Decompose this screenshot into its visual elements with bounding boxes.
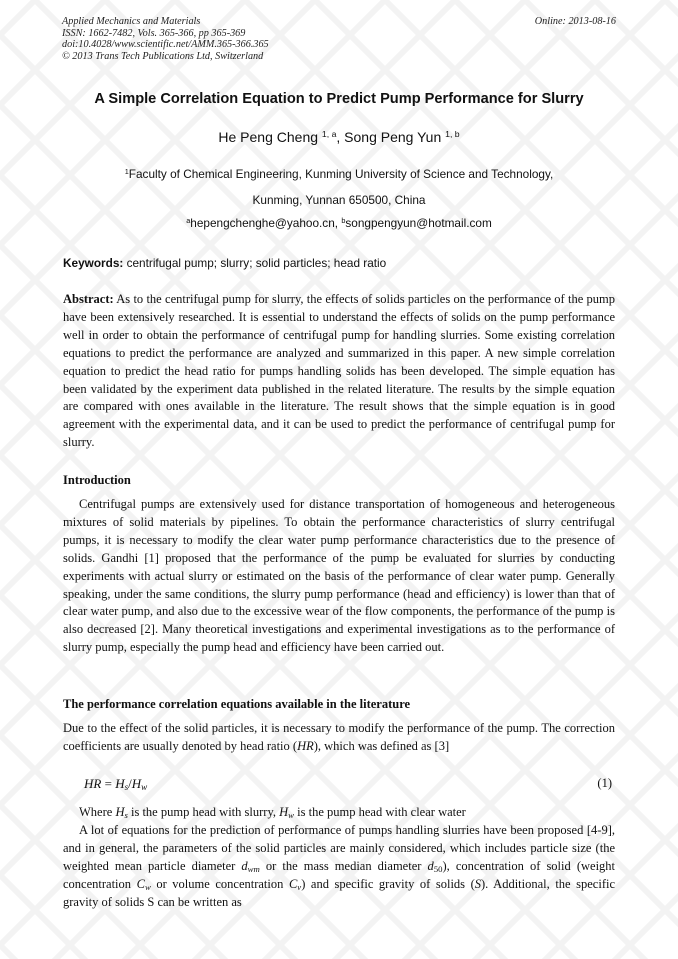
- email-a[interactable]: hepengchenghe@yahoo.cn: [190, 216, 335, 230]
- where-clause: Where $H_s$ is the pump head with slurry, $H_w$ is the pump head with clear water: [79, 805, 466, 820]
- copyright-line: © 2013 Trans Tech Publications Ltd, Switzerland: [62, 50, 264, 62]
- issn-line: ISSN: 1662-7482, Vols. 365-366, pp 365-369: [62, 27, 246, 39]
- section-paragraph-2: A lot of equations for the prediction of performance of pumps handling slurries have been proposed [4-9], and in general, the parameters of the solid particles are mainly considered, which includes particle size (the weighted mean particle diameter $d_{wm}$ or the mass median diameter $d_{50}$), concentration of solid (weight concentration $C_w$ or volume concentration $C_v$) and specific gravity of solids (S). Additional, the specific gravity of solids S can be written as: [63, 823, 616, 909]
- author-2: Song Peng Yun: [344, 129, 442, 145]
- author-line: He Peng Cheng $^{1, a}$, Song Peng Yun $^{1, b}$: [218, 129, 460, 145]
- affiliation-line-2: Kunming, Yunnan 650500, China: [252, 193, 426, 207]
- paper-title: A Simple Correlation Equation to Predict Pump Performance for Slurry: [94, 91, 584, 107]
- author-2-affil: 1, b: [445, 129, 460, 140]
- section-paragraph-1: Due to the effect of the solid particles, it is necessary to modify the performance of the pump. The correction coefficients are usually denoted by head ratio (HR), which was defined as [3]: [63, 721, 615, 753]
- email-b[interactable]: songpengyun@hotmail.com: [345, 216, 492, 230]
- abstract-label: Abstract:: [63, 292, 114, 306]
- abstract: [63, 291, 615, 452]
- affiliation-line-1: $^1$Faculty of Chemical Engineering, Kunming University of Science and Technology,: [124, 166, 554, 181]
- keywords: [63, 256, 615, 270]
- equation-number: (1): [597, 776, 612, 790]
- equation-1: HR = $H_s/H_w$: [84, 776, 148, 792]
- doi-line[interactable]: doi:10.4028/www.scientific.net/AMM.365-366.365: [62, 39, 269, 51]
- section-heading: The performance correlation equations available in the literature: [63, 697, 411, 711]
- keywords-text: centrifugal pump; slurry; solid particles; head ratio: [123, 256, 387, 270]
- introduction-text: Centrifugal pumps are extensively used for distance transportation of homogeneous and heterogeneous mixtures of solid materials by pipelines. To obtain the performance characteristics of slurry centrifugal pumps, it is necessary to modify the clear water pump performance characteristics due to the presence of solids. Gandhi [1] proposed that the performance of the pump be evaluated for slurries by conducting experiments with actual slurry or estimated on the basis of the performance of clear water pump. Generally speaking, under the same conditions, the slurry pump performance (head and efficiency) is lower than that of clear water pump, and also due to the excessive wear of the flow components, the performance of the pump is also decreased [2]. Many theoretical investigations and experimental investigations as to the performance of slurry pump, especially the pump head and efficiency have been carried out.: [63, 497, 615, 655]
- journal-name: Applied Mechanics and Materials: [62, 16, 201, 27]
- keywords-label: Keywords:: [63, 256, 124, 270]
- author-1-affil: 1, a: [321, 129, 337, 140]
- online-date: Online: 2013-08-16: [534, 16, 616, 27]
- journal-header: [62, 16, 616, 62]
- email-line: $^a$hepengchenghe@yahoo.cn, $^b$songpengyun@hotmail.com: [186, 215, 492, 230]
- introduction-heading: Introduction: [63, 473, 131, 487]
- author-1: He Peng Cheng: [218, 129, 319, 145]
- abstract-text: As to the centrifugal pump for slurry, the effects of solids particles on the performance of the pump have been extensively researched. It is essential to understand the effects of solids on the pump performance well in order to obtain the performance of centrifugal pump for handling slurries. Some existing correlation equations to predict the performance are analyzed and summarized in this paper. A new simple correlation equation to predict the head ratio for pumps handling solids has been developed. The simple equation has been validated by the experiment data published in the related literature. The results by the simple equation are compared with ones available in the literature. The result shows that the simple equation is in good agreement with the experimental data, and it can be used to predict the performance of centrifugal pump for slurry.: [63, 292, 615, 450]
